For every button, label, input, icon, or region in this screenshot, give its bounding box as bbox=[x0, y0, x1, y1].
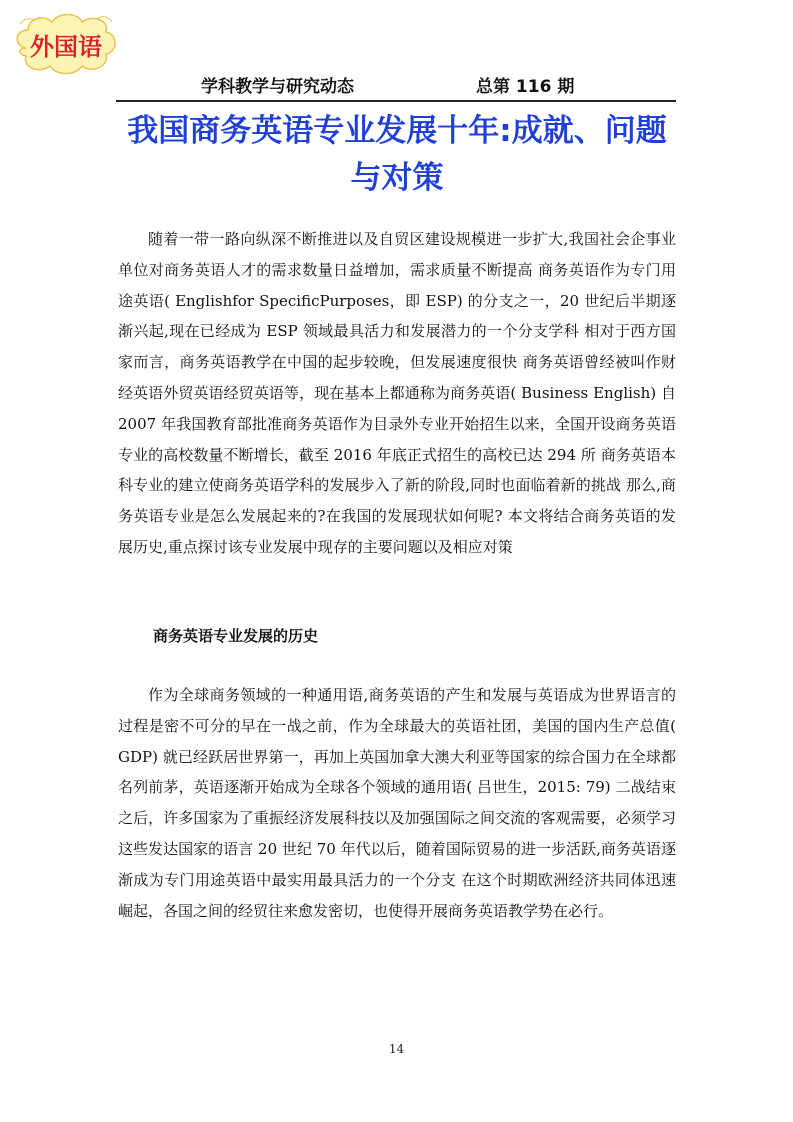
logo-text: 外国语 bbox=[30, 32, 102, 61]
history-paragraph: 作为全球商务领域的一种通用语,商务英语的产生和发展与英语成为世界语言的过程是密不可分的早在一战之前，作为全球最大的英语社团，美国的国内生产总值( GDP) 就已经跃居世界第一，再加上英国加拿大澳大利亚等国家的综合国力在全球都名列前茅，英语逐渐开始成为全球各个领域的通用语( 吕世生，2015: 79) 二战结束之后，许多国家为了重振经济发展科技以及加强国际之间交流的客观需要，必须学习这些发达国家的语言 20 世纪 70 年代以后，随着国际贸易的进一步活跃,商务英语逐渐成为专门用途英语中最实用最具活力的一个分支 在这个时期欧洲经济共同体迅速崛起，各国之间的经贸往来愈发密切，也使得开展商务英语教学势在必行。 bbox=[118, 686, 676, 920]
header-column-title: 学科教学与研究动态 bbox=[201, 77, 354, 97]
page-number: 14 bbox=[388, 1042, 405, 1056]
section-heading: 商务英语专业发展的历史 bbox=[153, 627, 319, 645]
header-issue-number: 总第 116 期 bbox=[476, 77, 575, 97]
header-divider bbox=[116, 100, 676, 102]
journal-logo bbox=[12, 8, 120, 80]
article-title: 我国商务英语专业发展十年:成就、问题与对策 bbox=[127, 113, 667, 196]
intro-paragraph: 随着一带一路向纵深不断推进以及自贸区建设规模进一步扩大,我国社会企事业单位对商务英语人才的需求数量日益增加，需求质量不断提高 商务英语作为专门用途英语( Englishfor SpecificPurposes，即 ESP) 的分支之一，20 世纪后半期逐渐兴起,现在已经成为 ESP 领域最具活力和发展潜力的一个分支学科 相对于西方国家而言，商务英语教学在中国的起步较晚，但发展速度很快 商务英语曾经被叫作财经英语外贸英语经贸英语等，现在基本上都通称为商务英语( Business English) 自 2007 年我国教育部批准商务英语作为目录外专业开始招生以来，全国开设商务英语专业的高校数量不断增长，截至 2016 年底正式招生的高校已达 294 所 商务英语本科专业的建立使商务英语学科的发展步入了新的阶段,同时也面临着新的挑战 那么,商务英语专业是怎么发展起来的?在我国的发展现状如何呢? 本文将结合商务英语的发展历史,重点探讨该专业发展中现存的主要问题以及相应对策 bbox=[118, 230, 676, 556]
